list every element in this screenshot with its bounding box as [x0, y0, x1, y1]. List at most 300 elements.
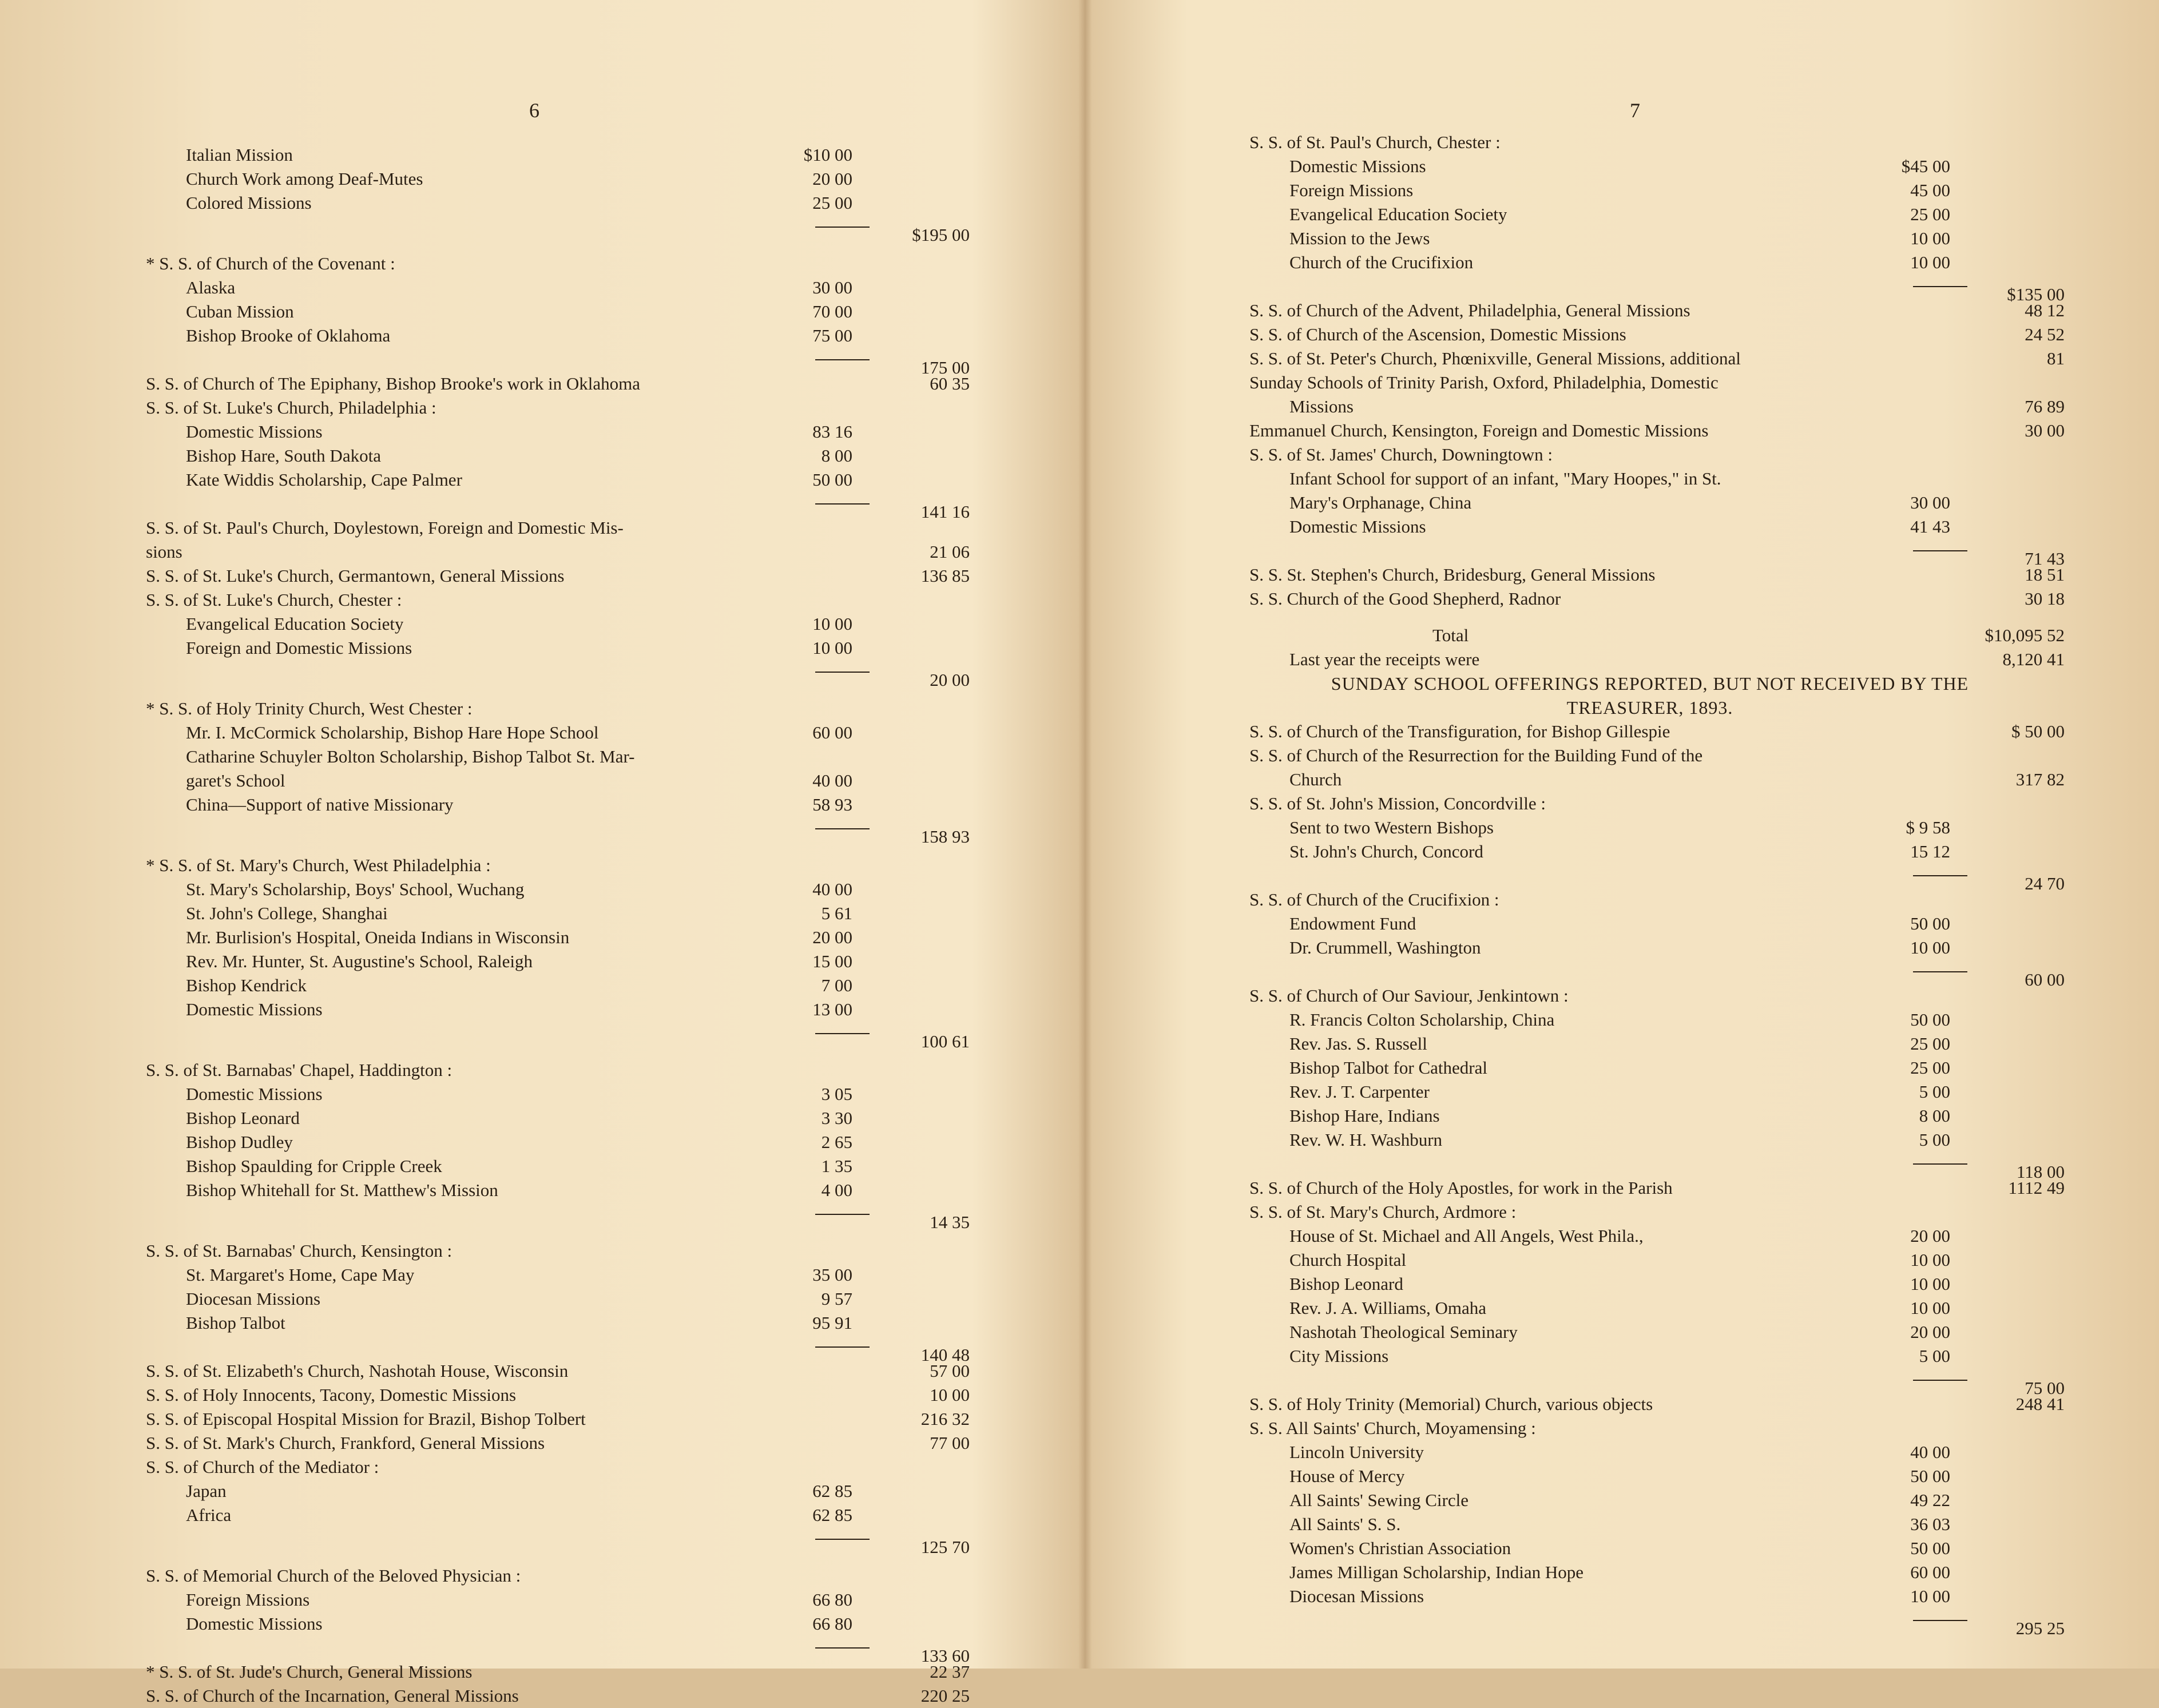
entry-label: Diocesan Missions [186, 1289, 321, 1309]
entry-label: Rev. J. A. Williams, Omaha [1289, 1298, 1487, 1318]
ledger-row [1249, 251, 2050, 275]
entry-label: S. S. of Church of the Incarnation, General Missions [146, 1686, 519, 1706]
ledger-row [1249, 1344, 2050, 1368]
item-amount: 25 00 [812, 193, 852, 213]
item-amount: 10 00 [1910, 1250, 1950, 1270]
entry-label: Mr. Burlision's Hospital, Oneida Indians in Wisconsin [186, 927, 570, 947]
ledger-row [1249, 1416, 2050, 1440]
entry-label: S. S. of Holy Innocents, Tacony, Domestic Missions [146, 1385, 517, 1405]
ledger-row [146, 877, 935, 901]
ledger-row [146, 324, 935, 348]
total-amount: 136 85 [920, 566, 970, 586]
item-amount: 3 05 [821, 1084, 852, 1104]
item-amount: 62 85 [812, 1481, 852, 1501]
item-amount: $ 9 58 [1906, 817, 1950, 837]
entry-label: S. S. of St. Barnabas' Chapel, Haddington : [146, 1060, 453, 1080]
ledger-row [1249, 202, 2050, 227]
entry-label: Foreign Missions [1289, 180, 1414, 200]
entry-label: Church [1289, 769, 1342, 789]
ledger-row [146, 1660, 970, 1684]
sum-rule [815, 503, 870, 505]
entry-label: Rev. J. T. Carpenter [1289, 1082, 1430, 1102]
ledger-row [1249, 840, 2050, 864]
entry-label: S. S. of St. Luke's Church, Philadelphia : [146, 398, 436, 418]
total-amount: 24 70 [2025, 873, 2065, 893]
entry-label: Domestic Missions [186, 999, 323, 1019]
ledger-row [146, 276, 935, 300]
entry-label: City Missions [1289, 1346, 1389, 1366]
ledger-row [1249, 1200, 2050, 1224]
total-amount: $ 50 00 [2011, 721, 2065, 741]
entry-label: Bishop Whitehall for St. Matthew's Mission [186, 1180, 498, 1200]
ledger-row [146, 1263, 935, 1287]
entry-label: S. S. of St. Luke's Church, Germantown, General Missions [146, 566, 565, 586]
item-amount: 40 00 [812, 879, 852, 899]
ledger-row [146, 420, 935, 444]
ledger-row [1249, 1392, 2065, 1416]
entry-label: Missions [1289, 396, 1354, 416]
item-amount: 25 00 [1910, 1058, 1950, 1078]
subtotal-row [146, 1335, 970, 1365]
section-gap [146, 239, 935, 252]
entry-label: S. S. of St. John's Mission, Concordville : [1249, 793, 1546, 813]
total-amount: $195 00 [912, 225, 970, 245]
page-number: 6 [529, 99, 539, 122]
ledger-row [146, 1455, 935, 1479]
section-heading: SUNDAY SCHOOL OFFERINGS REPORTED, BUT NOT RECEIVED BY THE [1331, 673, 1969, 694]
entry-label: All Saints' S. S. [1289, 1514, 1401, 1534]
entry-label: garet's School [186, 770, 285, 791]
entry-label: S. S. of Church of the Crucifixion : [1249, 889, 1499, 909]
entry-label: Catharine Schuyler Bolton Scholarship, Bishop Talbot St. Mar- [186, 746, 635, 766]
item-amount: 58 93 [812, 795, 852, 815]
subtotal-row [146, 492, 970, 522]
subtotal-row [146, 1022, 970, 1051]
total-amount: 10 00 [930, 1385, 970, 1405]
ledger-row [1249, 1008, 2050, 1032]
subtotal-row [1249, 864, 2065, 893]
total-amount: 141 16 [920, 502, 970, 522]
left-page [0, 0, 1078, 1706]
entry-label: S. S. Church of the Good Shepherd, Radnor [1249, 589, 1561, 609]
ledger-row [146, 143, 935, 167]
subtotal-row [1249, 960, 2065, 990]
sum-rule [1913, 875, 1967, 876]
ledger-list [146, 143, 970, 1708]
section-gap [146, 1046, 935, 1058]
entry-label: Endowment Fund [1289, 913, 1416, 934]
ledger-row [1249, 1272, 2050, 1296]
subtotal-row [146, 660, 970, 690]
total-amount: 75 00 [2025, 1378, 2065, 1398]
total-amount: $135 00 [2007, 284, 2065, 304]
ledger-row [1249, 1464, 2050, 1488]
ledger-row [146, 853, 935, 877]
ledger-row [146, 252, 935, 276]
item-amount: 95 91 [812, 1313, 852, 1333]
item-amount: 62 85 [812, 1505, 852, 1525]
ledger-row [1249, 744, 2050, 768]
item-amount: 75 00 [812, 325, 852, 345]
ledger-row [1249, 419, 2065, 443]
total-amount: 48 12 [2025, 300, 2065, 320]
item-amount: 50 00 [812, 470, 852, 490]
entry-label: Foreign Missions [186, 1590, 310, 1610]
entry-label: S. S. of Church of the Advent, Philadelphia, General Missions [1249, 300, 1690, 320]
item-amount: 25 00 [1910, 1034, 1950, 1054]
entry-label: House of Mercy [1289, 1466, 1405, 1486]
ledger-row [1249, 984, 2050, 1008]
total-amount: 8,120 41 [2002, 649, 2065, 669]
entry-label: Last year the receipts were [1289, 649, 1480, 669]
item-amount: 60 00 [812, 722, 852, 742]
section-gap [1249, 611, 2050, 623]
subtotal-row [1249, 1608, 2065, 1638]
entry-label: Bishop Talbot [186, 1313, 285, 1333]
subtotal-row [1249, 1368, 2065, 1398]
ledger-row [146, 1130, 935, 1154]
ledger-row [1249, 1248, 2050, 1272]
ledger-row [1249, 178, 2050, 202]
entry-label: St. John's Church, Concord [1289, 841, 1483, 861]
ledger-row [1249, 1128, 2050, 1152]
entry-label: Infant School for support of an infant, "Mary Hoopes," in St. [1289, 468, 1721, 488]
entry-label: S. S. of Church of the Transfiguration, for Bishop Gillespie [1249, 721, 1670, 741]
entry-label: Bishop Leonard [186, 1108, 300, 1128]
item-amount: 20 00 [812, 927, 852, 947]
sum-rule [815, 1346, 870, 1348]
total-amount: 248 41 [2015, 1394, 2065, 1414]
entry-label: House of St. Michael and All Angels, West Phila., [1289, 1226, 1644, 1246]
sum-rule [1913, 971, 1967, 972]
item-amount: 10 00 [1910, 1274, 1950, 1294]
ledger-row [1249, 720, 2065, 744]
entry-label: Bishop Hare, South Dakota [186, 446, 381, 466]
item-amount: 25 00 [1910, 204, 1950, 224]
item-amount: 10 00 [812, 614, 852, 634]
ledger-row [146, 1407, 970, 1431]
sum-rule [815, 359, 870, 360]
item-amount: 35 00 [812, 1265, 852, 1285]
sum-rule [1913, 286, 1967, 287]
item-amount: 15 12 [1910, 841, 1950, 861]
item-amount: 5 61 [821, 903, 852, 923]
item-amount: 66 80 [812, 1614, 852, 1634]
sum-rule [1913, 1620, 1967, 1621]
item-amount: 20 00 [812, 169, 852, 189]
ledger-row [146, 769, 935, 793]
total-amount: 295 25 [2015, 1618, 2065, 1638]
ledger-row [146, 1503, 935, 1527]
entry-label: Domestic Missions [186, 1614, 323, 1634]
ledger-row [1249, 1488, 2050, 1512]
entry-label: Mary's Orphanage, China [1289, 492, 1472, 513]
entry-label: St. Margaret's Home, Cape May [186, 1265, 415, 1285]
ledger-row [146, 950, 935, 974]
subtotal-row [1249, 275, 2065, 304]
item-amount: 36 03 [1910, 1514, 1950, 1534]
item-amount: 50 00 [1910, 1466, 1950, 1486]
page-gutter [1078, 0, 1092, 1669]
total-amount: 30 18 [2025, 589, 2065, 609]
ledger-row [1249, 1320, 2050, 1344]
ledger-row [146, 588, 935, 612]
entry-label: St. John's College, Shanghai [186, 903, 388, 923]
ledger-row [1249, 299, 2065, 323]
entry-label: Bishop Brooke of Oklahoma [186, 325, 391, 345]
ledger-row [1249, 1560, 2050, 1584]
ledger-row [1249, 1056, 2050, 1080]
total-amount: 158 93 [920, 827, 970, 847]
total-amount: 118 00 [2016, 1162, 2065, 1182]
ledger-row [1249, 1176, 2065, 1200]
ledger-row [146, 998, 935, 1022]
total-amount: 125 70 [920, 1537, 970, 1557]
entry-label: Church Hospital [1289, 1250, 1407, 1270]
total-amount: 317 82 [2015, 769, 2065, 789]
ledger-row [146, 974, 935, 998]
item-amount: 30 00 [812, 277, 852, 297]
total-amount: 216 32 [920, 1409, 970, 1429]
ledger-row [1249, 371, 2050, 395]
sum-rule [1913, 1380, 1967, 1381]
entry-label: Women's Christian Association [1289, 1538, 1511, 1558]
item-amount: 8 00 [821, 446, 852, 466]
ledger-row [1249, 395, 2065, 419]
item-amount: 5 00 [1919, 1130, 1950, 1150]
ledger-row [146, 167, 935, 191]
entry-label: Rev. Jas. S. Russell [1289, 1034, 1427, 1054]
entry-label: Domestic Missions [1289, 517, 1426, 537]
entry-label: Evangelical Education Society [1289, 204, 1507, 224]
ledger-row [146, 745, 935, 769]
total-amount: 220 25 [920, 1686, 970, 1706]
ledger-row [1249, 1440, 2050, 1464]
ledger-row [1249, 1080, 2050, 1104]
entry-label: S. S. of Church of the Mediator : [146, 1457, 379, 1477]
entry-label: Rev. Mr. Hunter, St. Augustine's School, Raleigh [186, 951, 533, 971]
item-amount: 30 00 [1910, 492, 1950, 513]
entry-label: Dr. Crummell, Washington [1289, 938, 1481, 958]
entry-label: Diocesan Missions [1289, 1586, 1424, 1606]
ledger-row [1249, 648, 2065, 672]
entry-label: Bishop Dudley [186, 1132, 293, 1152]
subtotal-row [146, 215, 970, 245]
entry-label: S. S. of St. James' Church, Downingtown : [1249, 444, 1553, 464]
item-amount: 70 00 [812, 301, 852, 321]
item-amount: 40 00 [1910, 1442, 1950, 1462]
section-gap [146, 684, 935, 697]
total-amount: 1112 49 [2008, 1178, 2065, 1198]
ledger-row [1249, 467, 2050, 491]
entry-label: Domestic Missions [186, 1084, 323, 1104]
item-amount: 50 00 [1910, 1010, 1950, 1030]
entry-label: Bishop Spaulding for Cripple Creek [186, 1156, 442, 1176]
section-gap [146, 1226, 935, 1239]
ledger-row [1249, 154, 2050, 178]
total-amount: 20 00 [930, 670, 970, 690]
subtotal-row [146, 1636, 970, 1666]
total-label: Total [1432, 625, 1469, 645]
entry-label: * S. S. of Church of the Covenant : [146, 253, 395, 273]
entry-label: China—Support of native Missionary [186, 795, 454, 815]
ledger-row [146, 191, 935, 215]
entry-label: Japan [186, 1481, 227, 1501]
entry-label: Evangelical Education Society [186, 614, 404, 634]
total-amount: 71 43 [2025, 549, 2065, 569]
entry-label: Cuban Mission [186, 301, 294, 321]
ledger-row [146, 1311, 935, 1335]
total-amount: $10,095 52 [1985, 625, 2065, 645]
entry-label: James Milligan Scholarship, Indian Hope [1289, 1562, 1583, 1582]
entry-label: Mission to the Jews [1289, 228, 1430, 248]
total-amount: 77 00 [930, 1433, 970, 1453]
ledger-row [146, 1106, 935, 1130]
ledger-row [146, 926, 935, 950]
item-amount: 10 00 [1910, 938, 1950, 958]
entry-label: Domestic Missions [186, 422, 323, 442]
entry-label: Italian Mission [186, 145, 293, 165]
ledger-row [1249, 936, 2050, 960]
entry-label: Church of the Crucifixion [1289, 252, 1474, 272]
total-amount: 21 06 [930, 542, 970, 562]
subtotal-row [146, 1527, 970, 1557]
entry-label: sions [146, 542, 182, 562]
ledger-row [146, 1588, 935, 1612]
ledger-row [146, 1431, 970, 1455]
ledger-row [1249, 912, 2050, 936]
ledger-row [146, 396, 935, 420]
ledger-row [146, 468, 935, 492]
entry-label: Nashotah Theological Seminary [1289, 1322, 1518, 1342]
ledger-row [146, 721, 935, 745]
ledger-row [146, 444, 935, 468]
right-page [1092, 0, 2159, 1669]
entry-label: S. S. of Church of the Ascension, Domestic Missions [1249, 324, 1626, 344]
entry-label: Foreign and Domestic Missions [186, 638, 412, 658]
ledger-row [146, 793, 935, 817]
section-gap [146, 1551, 935, 1564]
item-amount: 1 35 [821, 1156, 852, 1176]
ledger-row [1249, 347, 2065, 371]
ledger-row [1249, 623, 2065, 648]
ledger-row [146, 1612, 935, 1636]
ledger-row [146, 1082, 935, 1106]
ledger-row [146, 636, 935, 660]
section-gap [146, 841, 935, 853]
entry-label: S. S. of St. Elizabeth's Church, Nashotah House, Wisconsin [146, 1361, 569, 1381]
entry-label: Church Work among Deaf-Mutes [186, 169, 423, 189]
item-amount: 2 65 [821, 1132, 852, 1152]
entry-label: Rev. W. H. Washburn [1289, 1130, 1443, 1150]
item-amount: 8 00 [1919, 1106, 1950, 1126]
ledger-row [146, 1684, 970, 1708]
item-amount: 83 16 [812, 422, 852, 442]
entry-label: Sunday Schools of Trinity Parish, Oxford, Philadelphia, Domestic [1249, 372, 1719, 392]
entry-label: S. S. of Church of Our Saviour, Jenkintown : [1249, 986, 1569, 1006]
ledger-row [146, 1239, 935, 1263]
total-amount: 22 37 [930, 1662, 970, 1682]
entry-label: Bishop Talbot for Cathedral [1289, 1058, 1487, 1078]
entry-label: Africa [186, 1505, 232, 1525]
ledger-row [146, 1564, 935, 1588]
ledger-row [146, 300, 935, 324]
entry-label: S. S. of Church of the Resurrection for the Building Fund of the [1249, 745, 1703, 765]
item-amount: 5 00 [1919, 1082, 1950, 1102]
ledger-row [1249, 1032, 2050, 1056]
item-amount: 45 00 [1910, 180, 1950, 200]
total-amount: 30 00 [2025, 420, 2065, 440]
entry-label: S. S. of St. Mark's Church, Frankford, General Missions [146, 1433, 545, 1453]
ledger-row [146, 612, 935, 636]
ledger-row [1249, 515, 2050, 539]
item-amount: 20 00 [1910, 1322, 1950, 1342]
ledger-row [146, 901, 935, 926]
ledger-row [146, 372, 970, 396]
ledger-row [1249, 1224, 2050, 1248]
sum-rule [815, 1033, 870, 1034]
sum-rule [815, 1539, 870, 1540]
entry-label: Bishop Leonard [1289, 1274, 1403, 1294]
ledger-row [1249, 816, 2050, 840]
ledger-row [1249, 1296, 2050, 1320]
item-amount: $45 00 [1901, 156, 1950, 176]
ledger-row [1249, 587, 2065, 611]
entry-label: Sent to two Western Bishops [1289, 817, 1494, 837]
item-amount: 50 00 [1910, 913, 1950, 934]
ledger-row [1249, 227, 2050, 251]
item-amount: 7 00 [821, 975, 852, 995]
entry-label: Emmanuel Church, Kensington, Foreign and Domestic Missions [1249, 420, 1709, 440]
subtotal-row [146, 348, 970, 378]
total-amount: 100 61 [920, 1031, 970, 1051]
total-amount: 24 52 [2025, 324, 2065, 344]
total-amount: 140 48 [920, 1345, 970, 1365]
total-amount: 18 51 [2025, 565, 2065, 585]
entry-label: S. S. of Church of the Holy Apostles, for work in the Parish [1249, 1178, 1673, 1198]
entry-label: S. S. of Church of The Epiphany, Bishop Brooke's work in Oklahoma [146, 374, 641, 394]
total-amount: 57 00 [930, 1361, 970, 1381]
item-amount: 60 00 [1910, 1562, 1950, 1582]
entry-label: Alaska [186, 277, 236, 297]
sum-rule [815, 1214, 870, 1215]
item-amount: $10 00 [803, 145, 852, 165]
ledger-row [1249, 1584, 2050, 1608]
item-amount: 4 00 [821, 1180, 852, 1200]
total-amount: 60 00 [2025, 970, 2065, 990]
ledger-row [146, 564, 970, 588]
entry-label: S. S. of Holy Trinity (Memorial) Church, various objects [1249, 1394, 1653, 1414]
total-amount: 175 00 [920, 358, 970, 378]
total-amount: 81 [2047, 348, 2065, 368]
item-amount: 66 80 [812, 1590, 852, 1610]
entry-label: S. S. of St. Mary's Church, Ardmore : [1249, 1202, 1517, 1222]
item-amount: 10 00 [812, 638, 852, 658]
item-amount: 10 00 [1910, 228, 1950, 248]
ledger-row [146, 1479, 935, 1503]
ledger-row [1249, 323, 2065, 347]
item-amount: 5 00 [1919, 1346, 1950, 1366]
item-amount: 9 57 [821, 1289, 852, 1309]
sum-rule [1913, 550, 1967, 551]
entry-label: Domestic Missions [1289, 156, 1426, 176]
item-amount: 10 00 [1910, 1586, 1950, 1606]
entry-label: Colored Missions [186, 193, 312, 213]
item-amount: 20 00 [1910, 1226, 1950, 1246]
item-amount: 41 43 [1910, 517, 1950, 537]
ledger-row [1249, 491, 2050, 515]
ledger-row [146, 1383, 970, 1407]
